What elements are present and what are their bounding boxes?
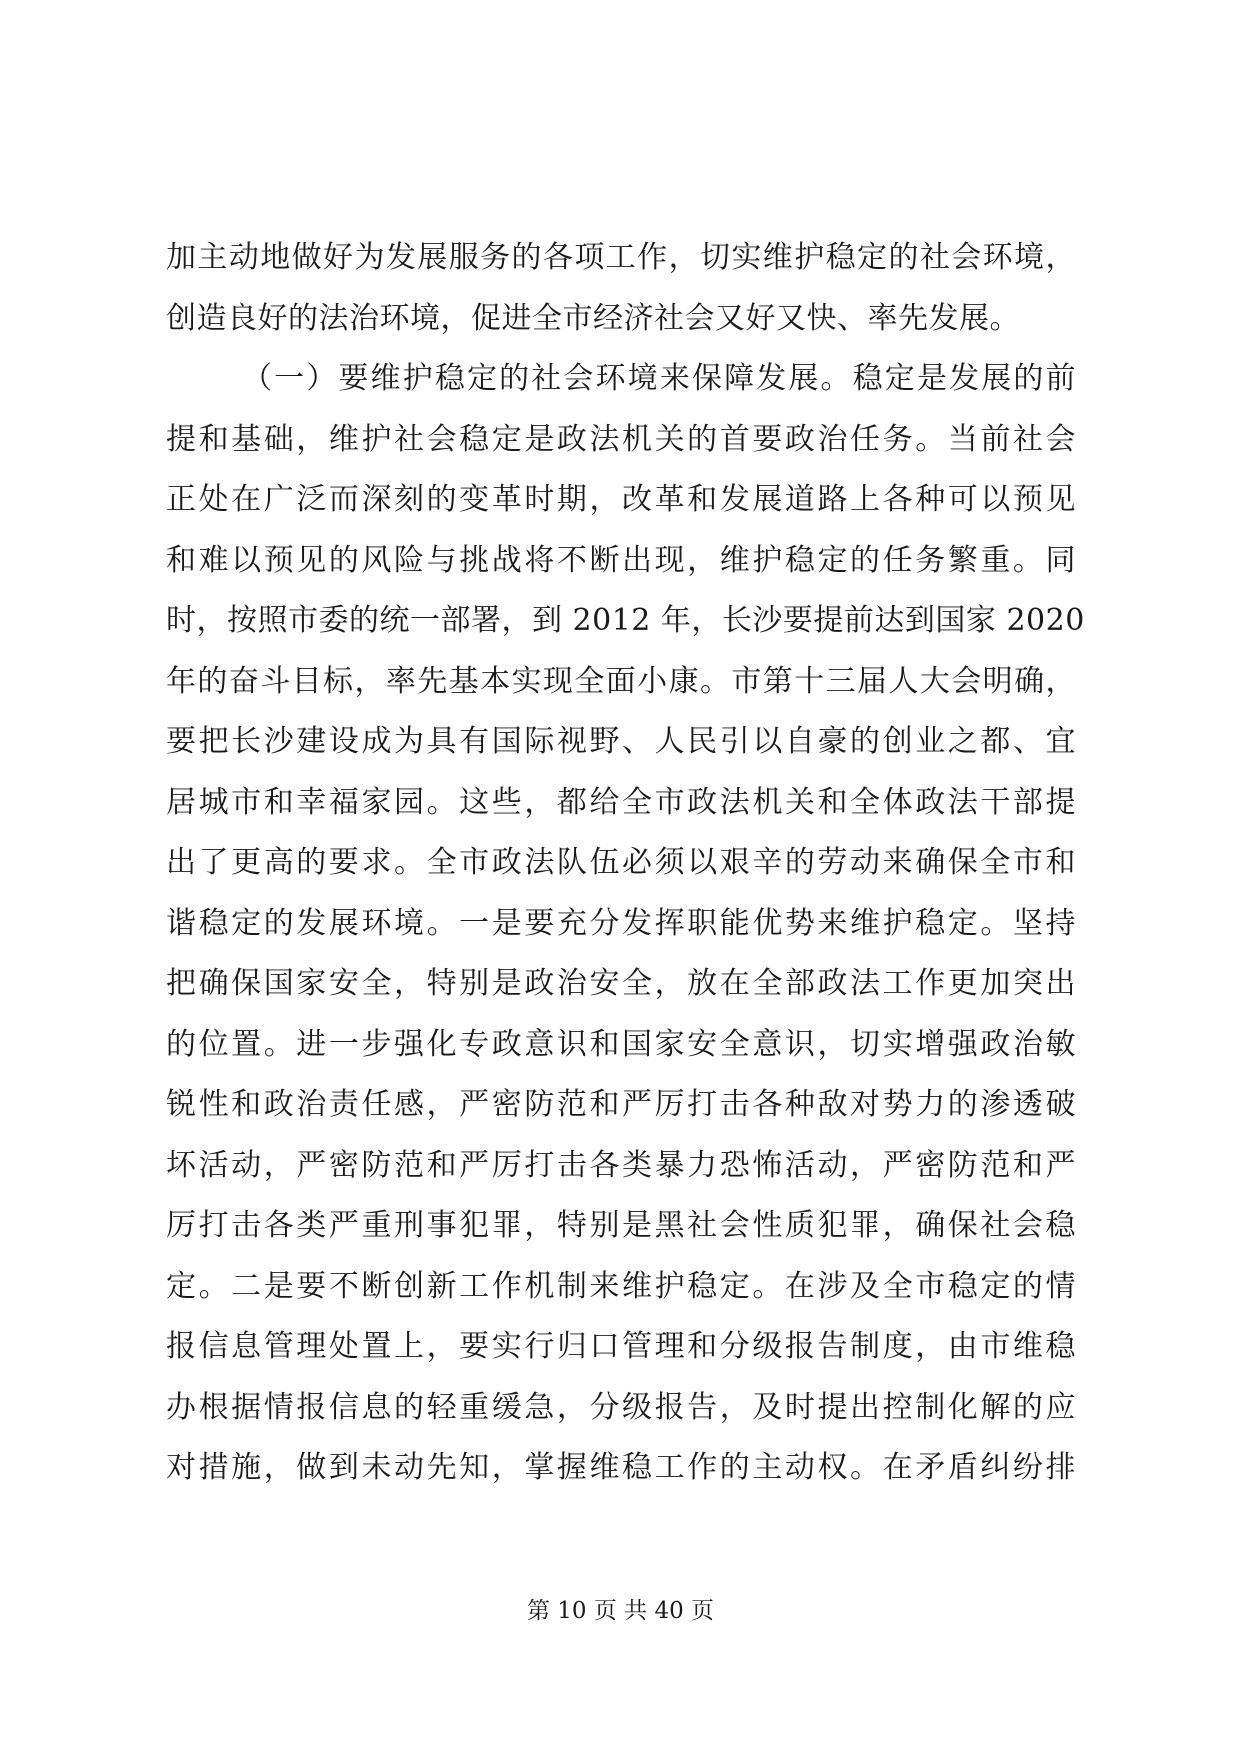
text-line: 正处在广泛而深刻的变革时期，改革和发展道路上各种可以预见 [166,482,1076,517]
text-line: 办根据情报信息的轻重缓急，分级报告，及时提出控制化解的应 [166,1389,1076,1425]
text-line: 厉打击各类严重刑事犯罪，特别是黑社会性质犯罪，确保社会稳 [166,1208,1076,1243]
text-line: 定。二是要不断创新工作机制来维护稳定。在涉及全市稳定的情 [166,1268,1076,1304]
text-line: 要把长沙建设成为具有国际视野、人民引以自豪的创业之都、宜 [166,724,1076,759]
text-line: 年的奋斗目标，率先基本实现全面小康。市第十三届人大会明确， [166,663,1076,699]
text-line: 坏活动，严密防范和严厉打击各类暴力恐怖活动，严密防范和严 [166,1147,1076,1183]
text-line: 和难以预见的风险与挑战将不断出现，维护稳定的任务繁重。同 [166,542,1076,578]
page-footer [0,1596,1241,1626]
text-line: 出了更高的要求。全市政法队伍必须以艰辛的劳动来确保全市和 [166,845,1076,880]
text-line: 的位置。进一步强化专政意识和国家安全意识，切实增强政治敏 [166,1026,1076,1062]
body-text [166,228,1085,1499]
text-line: （一）要维护稳定的社会环境来保障发展。稳定是发展的前 [242,361,1076,396]
text-line: 把确保国家安全，特别是政治安全，放在全部政法工作更加突出 [166,966,1076,1001]
text-line: 居城市和幸福家园。这些，都给全市政法机关和全体政法干部提 [166,784,1076,820]
text-line: 报信息管理处置上，要实行归口管理和分级报告制度，由市维稳 [166,1329,1076,1364]
text-line: 加主动地做好为发展服务的各项工作，切实维护稳定的社会环境， [166,240,1076,275]
text-line: 时，按照市委的统一部署，到 2012 年，长沙要提前达到国家 2020 [166,603,1085,638]
text-line: 创造良好的法治环境，促进全市经济社会又好又快、率先发展。 [166,300,1020,336]
page-number-label: 第 10 页 共 40 页 [526,1598,715,1624]
text-line: 谐稳定的发展环境。一是要充分发挥职能优势来维护稳定。坚持 [166,905,1076,941]
text-line: 锐性和政治责任感，严密防范和严厉打击各种敌对势力的渗透破 [166,1087,1076,1122]
text-line: 对措施，做到未动先知，掌握维稳工作的主动权。在矛盾纠纷排 [166,1450,1076,1485]
text-line: 提和基础，维护社会稳定是政法机关的首要政治任务。当前社会 [166,421,1076,457]
